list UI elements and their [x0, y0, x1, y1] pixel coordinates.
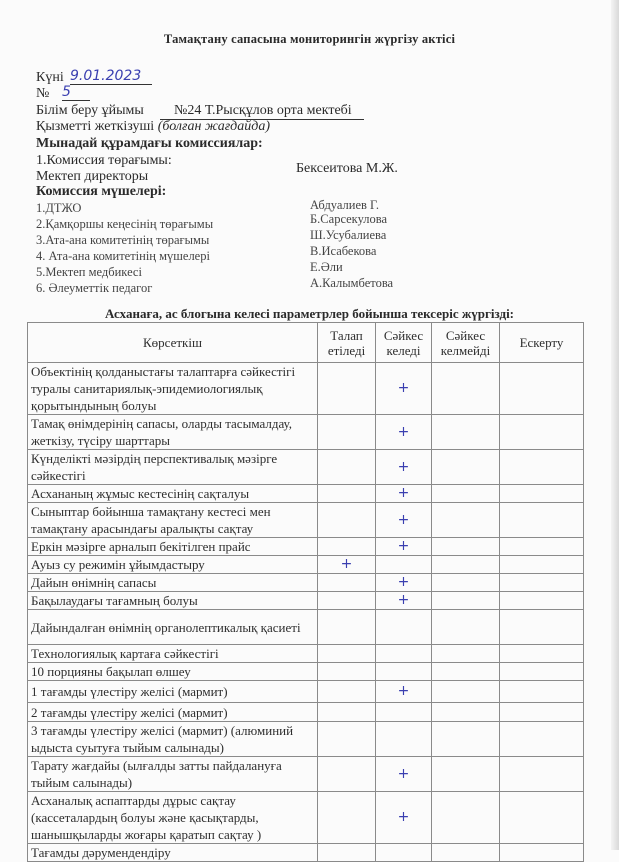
indicator-cell: Объектінің қолданыстағы талаптарға сәйкестігі туралы санитариялық-эпидемиологиялық қорытындының болуы	[28, 363, 318, 415]
member-role: 2.Қамқоршы кеңесінің төрағымы	[36, 217, 214, 231]
table-row	[28, 757, 584, 792]
required-cell	[318, 663, 376, 681]
member-name: А.Калымбетова	[310, 276, 394, 290]
note-cell	[500, 574, 584, 592]
not-matches-cell	[432, 722, 500, 757]
matches-cell	[376, 556, 432, 574]
table-row	[28, 450, 584, 485]
matches-cell	[376, 663, 432, 681]
org-value: №24 Т.Рысқұлов орта мектебі	[160, 103, 364, 120]
indicator-cell: Ауыз су режимін ұйымдастыру	[28, 556, 318, 574]
page-title: Тамақтану сапасына мониторингін жүргізу актісі	[163, 32, 456, 46]
member-name: Ш.Усубалиева	[310, 228, 387, 242]
note-cell	[500, 363, 584, 415]
member-role: 5.Мектеп медбикесі	[36, 265, 142, 279]
inspection-table	[27, 322, 584, 862]
note-cell	[500, 610, 584, 645]
not-matches-cell	[432, 681, 500, 703]
required-cell	[318, 844, 376, 862]
not-matches-cell	[432, 610, 500, 645]
matches-cell	[376, 610, 432, 645]
matches-cell: +	[376, 792, 432, 844]
indicator-cell: 10 порцияны бақылап өлшеу	[28, 663, 318, 681]
matches-cell: +	[376, 450, 432, 485]
required-cell	[318, 681, 376, 703]
matches-cell: +	[376, 503, 432, 538]
matches-cell: +	[376, 415, 432, 450]
member-name: Е.Әли	[310, 260, 343, 274]
note-cell	[500, 556, 584, 574]
table-row	[28, 363, 584, 415]
not-matches-cell	[432, 645, 500, 663]
table-row	[28, 592, 584, 610]
member-name: В.Исабекова	[310, 244, 377, 258]
table-row	[28, 792, 584, 844]
date-label: Күні	[36, 70, 64, 85]
required-cell	[318, 450, 376, 485]
required-cell: +	[318, 556, 376, 574]
note-cell	[500, 415, 584, 450]
table-header-row	[28, 323, 584, 363]
indicator-cell: 3 тағамды үлестіру желісі (мармит) (алюминий ыдыста суытуға тыйым салынады)	[28, 722, 318, 757]
commission-heading: Мынадай құрамдағы комиссиялар:	[36, 136, 263, 151]
not-matches-cell	[432, 450, 500, 485]
matches-cell: +	[376, 681, 432, 703]
members-heading: Комиссия мүшелері:	[36, 184, 167, 199]
indicator-cell: Тағамды дәрумендендіру	[28, 844, 318, 862]
table-row	[28, 722, 584, 757]
member-role: 3.Ата-ана комитетінің төрағымы	[36, 233, 210, 247]
not-matches-cell	[432, 703, 500, 722]
required-cell	[318, 610, 376, 645]
note-cell	[500, 485, 584, 503]
note-cell	[500, 844, 584, 862]
supplier-note: (болған жағдайда)	[157, 119, 271, 134]
table-row	[28, 485, 584, 503]
member-role: 4. Ата-ана комитетінің мүшелері	[36, 249, 210, 263]
number-value: 5	[62, 84, 90, 101]
not-matches-cell	[432, 592, 500, 610]
member-name: Абдуалиев Г.	[310, 198, 379, 212]
not-matches-cell	[432, 415, 500, 450]
matches-cell: +	[376, 592, 432, 610]
matches-cell	[376, 844, 432, 862]
required-cell	[318, 503, 376, 538]
not-matches-cell	[432, 363, 500, 415]
member-role: 1.ДТЖО	[36, 201, 82, 215]
indicator-cell: Технологиялық картаға сәйкестігі	[28, 645, 318, 663]
required-cell	[318, 792, 376, 844]
note-cell	[500, 792, 584, 844]
table-row	[28, 556, 584, 574]
table-row	[28, 681, 584, 703]
indicator-cell: Асханалық аспаптарды дұрыс сақтау (кассеталардың болуы және қасықтарды, шанышқыларды жоғары қаратып сақтау )	[28, 792, 318, 844]
indicator-cell: Тамақ өнімдерінің сапасы, оларды тасымалдау, жеткізу, түсіру шарттары	[28, 415, 318, 450]
matches-cell: +	[376, 757, 432, 792]
header-not-matches: Сәйкес келмейді	[432, 323, 500, 363]
required-cell	[318, 645, 376, 663]
not-matches-cell	[432, 503, 500, 538]
not-matches-cell	[432, 574, 500, 592]
required-cell	[318, 592, 376, 610]
matches-cell: +	[376, 485, 432, 503]
note-cell	[500, 503, 584, 538]
required-cell	[318, 703, 376, 722]
required-cell	[318, 757, 376, 792]
table-row	[28, 663, 584, 681]
supplier-row	[36, 119, 270, 135]
supplier-label: Қызметті жеткізуші	[36, 119, 155, 134]
table-row	[28, 703, 584, 722]
header-matches: Сәйкес келеді	[376, 323, 432, 363]
required-cell	[318, 485, 376, 503]
org-label: Білім беру ұйымы	[36, 103, 144, 118]
not-matches-cell	[432, 556, 500, 574]
header-note: Ескерту	[500, 323, 584, 363]
matches-cell	[376, 703, 432, 722]
chair-label: 1.Комиссия төрағымы:	[36, 153, 172, 168]
not-matches-cell	[432, 844, 500, 862]
header-indicator: Көрсеткіш	[28, 323, 318, 363]
date-value: 9.01.2023	[70, 68, 152, 85]
not-matches-cell	[432, 792, 500, 844]
indicator-cell: Асхананың жұмыс кестесінің сақталуы	[28, 485, 318, 503]
indicator-cell: Сыныптар бойынша тамақтану кестесі мен тамақтану арасындағы аралықты сақтау	[28, 503, 318, 538]
number-label: №	[36, 86, 50, 101]
note-cell	[500, 722, 584, 757]
note-cell	[500, 757, 584, 792]
not-matches-cell	[432, 485, 500, 503]
matches-cell: +	[376, 363, 432, 415]
indicator-cell: Күнделікті мәзірдің перспективалық мәзірге сәйкестігі	[28, 450, 318, 485]
note-cell	[500, 703, 584, 722]
note-cell	[500, 681, 584, 703]
not-matches-cell	[432, 538, 500, 556]
note-cell	[500, 645, 584, 663]
matches-cell: +	[376, 538, 432, 556]
not-matches-cell	[432, 757, 500, 792]
required-cell	[318, 363, 376, 415]
indicator-cell: Дайындалған өнімнің органолептикалық қасиеті	[28, 610, 318, 645]
not-matches-cell	[432, 663, 500, 681]
chair-name: Бексеитова М.Ж.	[296, 161, 398, 176]
indicator-cell: 1 тағамды үлестіру желісі (мармит)	[28, 681, 318, 703]
member-name: Б.Сарсекулова	[310, 212, 388, 226]
matches-cell	[376, 722, 432, 757]
indicator-cell: Бақылаудағы тағамның болуы	[28, 592, 318, 610]
page-edge-shadow	[611, 0, 619, 850]
table-row	[28, 645, 584, 663]
indicator-cell: Еркін мәзірге арналып бекітілген прайс	[28, 538, 318, 556]
note-cell	[500, 592, 584, 610]
chair-position: Мектеп директоры	[36, 169, 149, 184]
member-role: 6. Әлеуметтік педагог	[36, 281, 153, 295]
table-row	[28, 538, 584, 556]
required-cell	[318, 722, 376, 757]
required-cell	[318, 538, 376, 556]
indicator-cell: Тарату жағдайы (ылғалды затты пайдалануға тыйым салынады)	[28, 757, 318, 792]
header-required: Талап етіледі	[318, 323, 376, 363]
table-row	[28, 574, 584, 592]
check-heading: Асханаға, ас блогына келесі параметрлер бойынша тексеріс жүргізді:	[104, 306, 515, 321]
table-row	[28, 503, 584, 538]
required-cell	[318, 415, 376, 450]
table-row	[28, 844, 584, 862]
indicator-cell: 2 тағамды үлестіру желісі (мармит)	[28, 703, 318, 722]
note-cell	[500, 450, 584, 485]
indicator-cell: Дайын өнімнің сапасы	[28, 574, 318, 592]
required-cell	[318, 574, 376, 592]
matches-cell	[376, 645, 432, 663]
note-cell	[500, 538, 584, 556]
table-row	[28, 415, 584, 450]
note-cell	[500, 663, 584, 681]
matches-cell: +	[376, 574, 432, 592]
table-row	[28, 610, 584, 645]
